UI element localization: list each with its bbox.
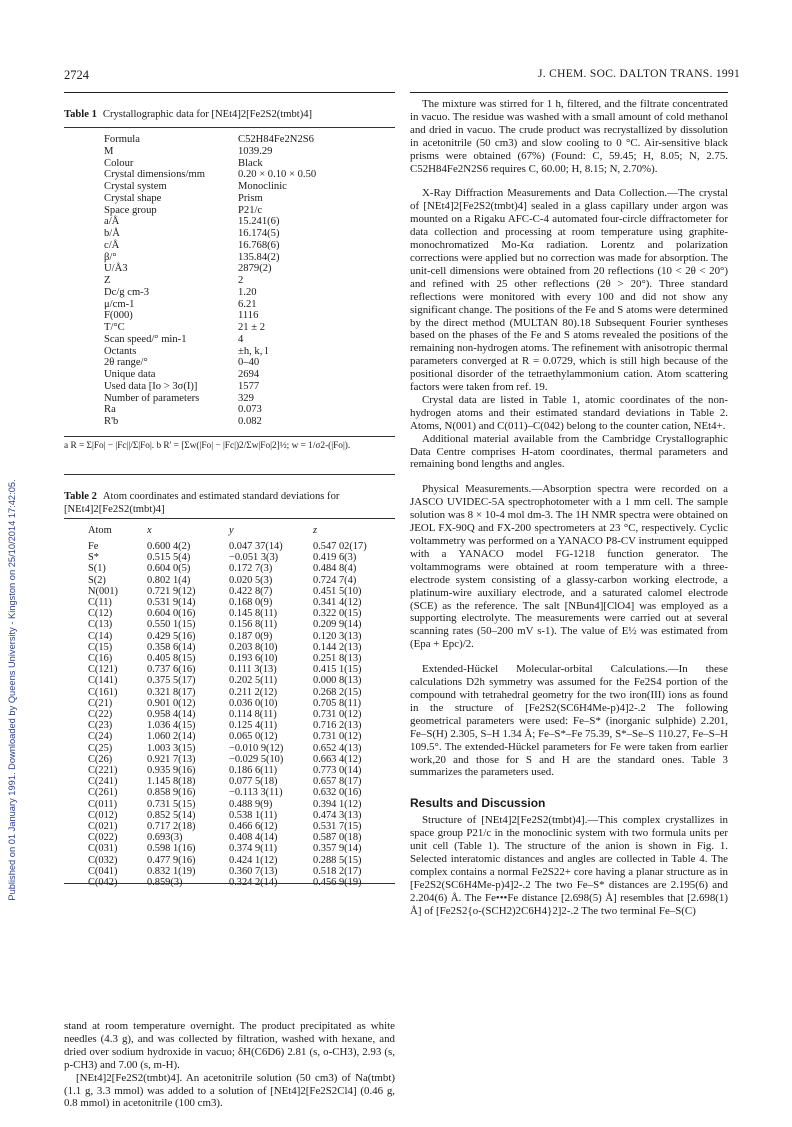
table2-cell-atom: C(12): [88, 608, 113, 620]
table2-cell-z: 0.144 2(13): [313, 641, 362, 653]
table2-cell-x: 0.852 5(14): [147, 809, 196, 821]
table2-cell-x: 0.531 9(14): [147, 597, 196, 608]
table2-caption: [64, 490, 394, 516]
table1-param-label: Unique data: [104, 369, 156, 380]
table1-bottom-rule: [64, 436, 395, 437]
table2-cell-y: 0.202 5(11): [229, 675, 278, 687]
table2-cell-z: 0.731 0(12): [313, 709, 362, 720]
left-column-text: [64, 1020, 395, 1110]
table1-param-label: a/Å: [104, 216, 120, 228]
table2-cell-x: 0.693(3): [147, 832, 183, 844]
table2-cell-z: 0.657 8(17): [313, 776, 362, 788]
table2-cell-y: 0.111 3(13): [229, 664, 277, 676]
table2-cell-atom: C(25): [88, 742, 113, 754]
table2-cell-y: 0.077 5(18): [229, 776, 278, 788]
table2-cell-y: 0.114 8(11): [229, 709, 277, 720]
table2-cell-z: 0.773 0(14): [313, 765, 362, 776]
table2-cell-y: 0.145 8(11): [229, 608, 278, 620]
table2-cell-x: 1.145 8(18): [147, 776, 196, 788]
table2-cell-atom: C(24): [88, 731, 113, 743]
table2-caption-text: Atom coordinates and estimated standard deviations for [NEt4]2[Fe2S2(tmbt)4]: [64, 491, 340, 515]
table2-cell-z: 0.341 4(12): [313, 597, 362, 608]
table2-cell-atom: N(001): [88, 585, 119, 597]
table1-param-label: Ra: [104, 404, 116, 416]
table2-cell-z: 0.484 8(4): [313, 563, 357, 575]
table2-cell-x: 0.550 1(15): [147, 619, 196, 631]
table1-param-label: μ/cm-1: [104, 298, 135, 310]
table2-cell-x: 1.060 2(14): [147, 731, 196, 743]
table1-param-value: C52H84Fe2N2S6: [238, 134, 314, 145]
table2-cell-atom: C(241): [88, 776, 118, 788]
table2-cell-x: 0.429 5(16): [147, 630, 196, 642]
table2-cell-x: 0.858 9(16): [147, 787, 196, 799]
right-column-text: [410, 98, 728, 917]
table2-cell-x: 0.958 4(14): [147, 709, 196, 720]
table2-cell-x: 0.935 9(16): [147, 765, 196, 776]
table2-cell-z: 0.120 3(13): [313, 630, 362, 642]
table2-cell-atom: C(012): [88, 809, 118, 821]
table1-param-value: 0.082: [238, 416, 262, 427]
results-section-title: Results and Discussion: [410, 796, 546, 811]
table2-cell-z: 0.724 7(4): [313, 574, 357, 586]
table2-cell-atom: C(14): [88, 630, 113, 642]
table2-cell-z: 0.652 4(13): [313, 742, 362, 754]
download-watermark-text: Published on 01 January 1991. Downloaded by Queens University - Kingston on 25/10/2014 17:42:05.: [7, 479, 17, 901]
table2-header-atom: Atom: [88, 525, 112, 536]
table2-cell-x: 0.717 2(18): [147, 821, 196, 832]
table2-cell-x: 0.515 5(4): [147, 552, 191, 564]
table1-param-value: ±h, k, l: [238, 345, 268, 357]
table1-param-value: 6.21: [238, 298, 257, 310]
journal-header: J. CHEM. SOC. DALTON TRANS. 1991: [538, 68, 741, 80]
table2-cell-z: 0.451 5(10): [313, 585, 362, 597]
table1-param-label: Crystal shape: [104, 192, 162, 204]
table2-cell-y: 0.211 2(12): [229, 686, 278, 698]
table2-cell-x: 0.358 6(14): [147, 641, 196, 653]
table1-label: Table 1: [64, 109, 97, 120]
table1-param-label: R'b: [104, 416, 119, 427]
table1-param-value: 1116: [238, 310, 259, 322]
table2-bottom-rule: [64, 883, 395, 884]
page-number: 2724: [64, 68, 89, 82]
xray-paragraph: X-Ray Diffraction Measurements and Data Collection.—The crystal of [NEt4]2[Fe2S2(tmbt)4] sealed in a glass capillary under argon was mounted on a Rigaku AFC-C-4 automated four-circle diffractometer for data collection and processing at room temperature using graphite-monochromatized Mo-Kα radiation. Lorentz and polarization corrections were applied but no correction was made for absorption. The unit-cell dimensions were obtained from 20 reflections (10 < 2θ < 20°) and refined with 25 other reflections (2θ > 20°). Three standard reflections were monitored with every 100 and did not show any significant change. The positions of the Fe and S atoms were determined by the direct method (MULTAN 80).18 Subsequent Fourier syntheses based on the phases of the Fe and S atoms revealed the positions of the remaining non-hydrogen atoms. The refinement with anisotropic thermal parameters converged at R = 0.0729, which is still high because of the positional disorder of the tetraethylammonium cation. Atom scattering factors were taken from ref. 19.: [410, 187, 728, 394]
table2-cell-z: 0.000 8(13): [313, 675, 362, 687]
table2-cell-y: 0.186 6(11): [229, 765, 278, 776]
table2-cell-z: 0.209 9(14): [313, 619, 362, 631]
table1-param-label: b/Å: [104, 228, 120, 239]
table2-cell-atom: C(261): [88, 787, 118, 799]
table1-param-value: 2: [238, 275, 244, 286]
table2-cell-z: 0.415 1(15): [313, 664, 362, 676]
table2-cell-atom: C(11): [88, 597, 112, 608]
table2-cell-y: −0.051 3(3): [229, 552, 279, 564]
table2-cell-x: 0.405 8(15): [147, 653, 196, 664]
table1-param-value: P21/c: [238, 204, 263, 216]
table1-footnote: a R = Σ|Fo| − |Fc||/Σ|Fo|. b R' = [Σw(|Fo| − |Fc|)2/Σw|Fo|2]½; w = 1/σ2-(|Fo|).: [64, 441, 351, 451]
table2-cell-atom: S(2): [88, 574, 106, 586]
table2-cell-x: 0.604 0(16): [147, 608, 196, 620]
table2-cell-atom: C(15): [88, 641, 113, 653]
table2-cell-atom: C(022): [88, 832, 118, 844]
table1-param-value: 1.20: [238, 286, 257, 298]
table2-cell-x: 0.832 1(19): [147, 865, 196, 877]
table2-cell-atom: C(22): [88, 709, 113, 720]
table2-cell-y: 0.187 0(9): [229, 630, 273, 642]
table1-param-label: Z: [104, 275, 111, 286]
table1-param-value: 2694: [238, 369, 260, 380]
table2-cell-x: 0.737 6(16): [147, 664, 196, 676]
download-watermark: [0, 0, 24, 1127]
table2-cell-atom: C(031): [88, 843, 118, 855]
table2-cell-x: 0.375 5(17): [147, 675, 196, 687]
table1-param-label: M: [104, 145, 114, 157]
table2-cell-x: 0.604 0(5): [147, 563, 191, 575]
table2-cell-atom: C(011): [88, 798, 118, 810]
table2-cell-z: 0.474 3(13): [313, 809, 362, 821]
table2-cell-y: −0.029 5(10): [229, 753, 284, 765]
table2-cell-x: 0.600 4(2): [147, 541, 191, 552]
table2-cell-y: 0.172 7(3): [229, 563, 273, 575]
table2-cell-y: −0.113 3(11): [229, 787, 283, 799]
table1-param-label: U/Å3: [104, 263, 128, 275]
table2-cell-atom: C(21): [88, 697, 113, 709]
table2-cell-z: 0.419 6(3): [313, 552, 357, 564]
table2-cell-atom: S*: [88, 552, 99, 564]
table1-param-label: Dc/g cm-3: [104, 286, 150, 298]
table2-cell-z: 0.518 2(17): [313, 865, 362, 877]
table2-cell-z: 0.251 8(13): [313, 653, 362, 664]
table2-cell-atom: C(121): [88, 664, 118, 676]
table1-top-rule: [64, 127, 395, 128]
table2-cell-y: 0.168 0(9): [229, 597, 273, 608]
right-paragraph-1: The mixture was stirred for 1 h, filtered, and the filtrate concentrated in vacuo. The residue was washed with a small amount of cold methanol and dried in vacuo. The crude product was recrystallized by dissolution in acetonitrile (50 cm3) and slow cooling to 0 °C. Air-sensitive black prisms were obtained (67%) (Found: C, 59.45; H, 8.05; N, 2.75. C52H84Fe2N2S6 requires C, 60.00; H, 8.15; N, 2.70%).: [410, 98, 728, 175]
header-rule-left: [64, 92, 395, 93]
table2-cell-y: 0.324 2(14): [229, 877, 278, 888]
table2-header-x: x: [147, 525, 152, 536]
table1-param-value: 2879(2): [238, 263, 272, 275]
table2-header-y: y: [229, 525, 234, 536]
table2-cell-y: 0.488 9(9): [229, 798, 273, 810]
table2-cell-atom: C(021): [88, 821, 118, 832]
table2-cell-y: 0.036 0(10): [229, 697, 278, 709]
table2-cell-y: 0.193 6(10): [229, 653, 278, 664]
table1-param-value: 16.768(6): [238, 239, 280, 251]
table1-param-value: 16.174(5): [238, 228, 280, 239]
table2-cell-atom: C(032): [88, 854, 118, 866]
table2-cell-y: 0.125 4(11): [229, 720, 278, 732]
table1-param-value: Prism: [238, 192, 263, 204]
table1-param-value: Monoclinic: [238, 181, 287, 192]
table1-param-label: Crystal dimensions/mm: [104, 169, 205, 181]
table2-cell-atom: C(161): [88, 686, 118, 698]
table2-cell-y: 0.422 8(7): [229, 585, 273, 597]
table2-cell-z: 0.456 9(19): [313, 877, 362, 888]
table2-top-rule: [64, 518, 395, 519]
table2-cell-z: 0.705 8(11): [313, 697, 362, 709]
table1-param-value: 21 ± 2: [238, 322, 266, 333]
table2-cell-y: 0.466 6(12): [229, 821, 278, 832]
table1-param-value: Black: [238, 157, 263, 169]
huckel-paragraph: Extended-Hückel Molecular-orbital Calculations.—In these calculations D2h symmetry was assumed for the Fe2S4 portion of the compound with tetrahedral geometry for the two iron(III) ions as found in the structure of [Fe2S2(SC6H4Me-p)4]2-.2 The following geometrical parameters were used: Fe–S* (inorganic sulphide) 2.201, Fe–S(H) 2.305, S–H 1.34 Å; Fe–S*–Fe 75.39, S*–Se–S 110.27, Fe–S–H 109.5°. The extended-Hückel parameters for Fe were taken from earlier work,20 and those for S and H are the standard ones. Table 3 summarizes the parameters used.: [410, 663, 728, 779]
table1-param-value: 1577: [238, 380, 260, 392]
table2-cell-z: 0.288 5(15): [313, 854, 362, 866]
table1-param-label: 2θ range/°: [104, 357, 148, 369]
table1-param-value: 1039.29: [238, 145, 273, 157]
table1-param-value: 0–40: [238, 357, 260, 369]
table1-param-label: Used data [Io > 3σ(I)]: [104, 380, 198, 392]
physical-measurements-paragraph: Physical Measurements.—Absorption spectra were recorded on a JASCO UVIDEC-5A spectrophotometer with a 1 mm cell. The sample solution was 8 × 10-4 mol dm-3. The 1H NMR spectra were obtained on JEOL FX-90Q and FX-200 spectrometers at 23 °C, respectively. Cyclic voltammetry was performed on a YANACO P8-CV instrument equipped with a YANACO model FG-1218 function generator. The voltammograms were obtained at room temperature with a three-electrode system consisting of a glassy-carbon working electrode, a platinum-wire auxiliary electrode, and a saturated calomel electrode (SCE) as the reference. The salt [NBun4][ClO4] was employed as a supporting electrolyte. The measurements were carried out at several scanning rates (50–200 mV s-1). The value of E½ was estimated from (Epa + Epc)/2.: [410, 483, 728, 651]
table2-cell-atom: C(16): [88, 653, 113, 664]
table1-separator: [64, 474, 395, 475]
table2-cell-atom: C(23): [88, 720, 113, 732]
table2-cell-z: 0.716 2(13): [313, 720, 362, 732]
table2-cell-atom: C(221): [88, 765, 118, 776]
crystal-data-paragraph: Crystal data are listed in Table 1, atomic coordinates of the non-hydrogen atoms and their estimated standard deviations in Table 2. Atoms, N(001) and C(011)–C(042) belong to the counter cation, NEt4+.: [410, 393, 728, 432]
left-paragraph-2: [NEt4]2[Fe2S2(tmbt)4]. An acetonitrile solution (50 cm3) of Na(tmbt) (1.1 g, 3.3 mmol) was added to a solution of [NEt4]2[Fe2S2Cl4] (0.46 g, 0.8 mmol) in acetonitrile (100 cm3).: [64, 1071, 395, 1110]
table1-param-label: T/°C: [104, 322, 125, 333]
table2-cell-x: 0.802 1(4): [147, 574, 191, 586]
header-rule-right: [410, 92, 728, 93]
table2-cell-y: 0.374 9(11): [229, 843, 278, 855]
table2-cell-y: 0.065 0(12): [229, 731, 278, 743]
table1-param-label: Space group: [104, 204, 157, 216]
table2-cell-y: 0.020 5(3): [229, 574, 273, 586]
table2-cell-atom: C(26): [88, 753, 113, 765]
table1-param-value: 15.241(6): [238, 216, 280, 228]
table1-param-label: c/Å: [104, 239, 120, 251]
table2-cell-x: 0.901 0(12): [147, 697, 196, 709]
table1-caption: [64, 108, 394, 121]
table2-cell-x: 1.036 4(15): [147, 720, 196, 732]
table1-param-label: Colour: [104, 157, 134, 169]
table1-param-label: β/°: [104, 251, 117, 263]
table2-cell-z: 0.663 4(12): [313, 753, 362, 765]
table2-cell-y: 0.360 7(13): [229, 865, 278, 877]
table2-cell-z: 0.268 2(15): [313, 686, 362, 698]
table2-cell-atom: C(13): [88, 619, 113, 631]
table1-param-value: 329: [238, 392, 254, 404]
table2-cell-z: 0.587 0(18): [313, 832, 362, 844]
table2-cell-z: 0.731 0(12): [313, 731, 362, 743]
table2-cell-y: 0.203 8(10): [229, 641, 278, 653]
table2-cell-x: 0.477 9(16): [147, 854, 196, 866]
table1-param-label: Crystal system: [104, 181, 167, 192]
table2-cell-y: −0.010 9(12): [229, 742, 284, 754]
table1-param-value: 4: [238, 333, 244, 345]
table1-param-label: Scan speed/° min-1: [104, 333, 187, 345]
table2-cell-y: 0.047 37(14): [229, 541, 283, 552]
table1-param-label: Number of parameters: [104, 392, 200, 404]
table2-cell-x: 0.859(3): [147, 877, 183, 888]
table2-cell-x: 0.721 9(12): [147, 585, 196, 597]
table1-param-value: 0.20 × 0.10 × 0.50: [238, 169, 317, 181]
table2-cell-atom: C(041): [88, 865, 118, 877]
table1-param-value: 0.073: [238, 404, 262, 416]
table2-cell-y: 0.538 1(11): [229, 809, 278, 821]
table2-cell-y: 0.424 1(12): [229, 854, 278, 866]
structure-paragraph: Structure of [NEt4]2[Fe2S2(tmbt)4].—This complex crystallizes in space group P21/c in the monoclinic system with two formula units per unit cell (Table 1). The structure of the anion is shown in Fig. 1. Selected interatomic distances and angles are collected in Table 4. The complex contains a normal Fe2S22+ core having a planar structure as in [Fe2S2(SC6H4Me-p)4]2-.2 The two Fe–S* distances are 2.195(6) and 2.204(6) Å. The Fe•••Fe distance [2.698(5) Å] resembles that [2.698(1) Å] of [Fe2S2{o-(SCH2)2C6H4}2]2-.2 The two terminal Fe–S(C): [410, 814, 728, 917]
table2-cell-x: 1.003 3(15): [147, 742, 196, 754]
table2-cell-y: 0.156 8(11): [229, 619, 278, 631]
table2-cell-x: 0.598 1(16): [147, 843, 196, 855]
table2-cell-z: 0.632 0(16): [313, 787, 362, 799]
table2-cell-x: 0.731 5(15): [147, 798, 196, 810]
table2-cell-x: 0.321 8(17): [147, 686, 196, 698]
table2-cell-atom: Fe: [88, 541, 99, 552]
table2-cell-z: 0.531 7(15): [313, 821, 362, 832]
table2-cell-atom: C(141): [88, 675, 118, 687]
table2-cell-z: 0.322 0(15): [313, 608, 362, 620]
table2-cell-z: 0.547 02(17): [313, 541, 367, 552]
table2-cell-x: 0.921 7(13): [147, 753, 196, 765]
table1-param-value: 135.84(2): [238, 251, 280, 263]
table2-cell-y: 0.408 4(14): [229, 832, 278, 844]
table2-label: Table 2: [64, 491, 97, 502]
table2-cell-z: 0.394 1(12): [313, 798, 362, 810]
table1-caption-text: Crystallographic data for [NEt4]2[Fe2S2(tmbt)4]: [102, 109, 313, 120]
left-paragraph-1: stand at room temperature overnight. The product precipitated as white needles (4.3 g), and was collected by filtration, washed with hexane, and dried over sodium hydroxide in vacuo; δH(C6D6) 2.81 (s, o-CH3), 2.93 (s, p-CH3) and 7.00 (s, m-H).: [64, 1020, 395, 1071]
table1-param-label: Octants: [104, 345, 137, 357]
table1-param-label: Formula: [104, 134, 140, 145]
table1-param-label: F(000): [104, 310, 133, 322]
table2-cell-atom: S(1): [88, 563, 106, 575]
table2-cell-z: 0.357 9(14): [313, 843, 362, 855]
additional-material-paragraph: Additional material available from the Cambridge Crystallographic Data Centre comprises H-atom coordinates, thermal parameters and remaining bond lengths and angles.: [410, 432, 728, 471]
table2-cell-atom: C(042): [88, 877, 118, 888]
table2-header-z: z: [313, 525, 318, 536]
